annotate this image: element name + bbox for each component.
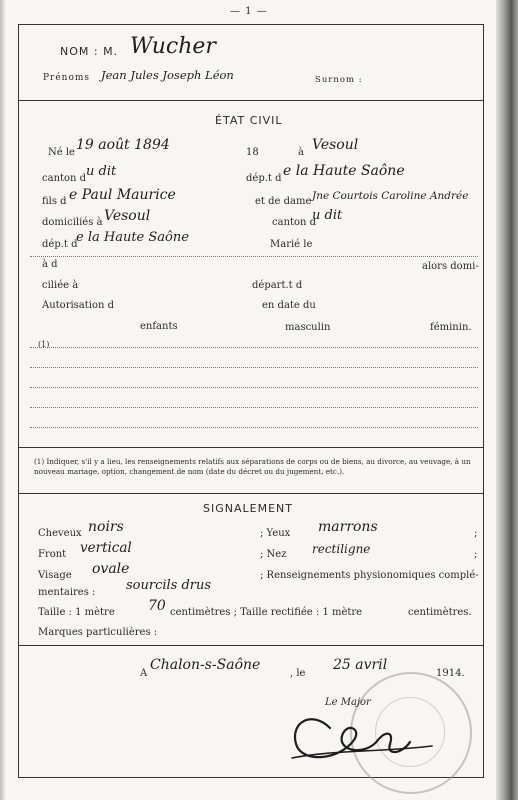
yeux-label: ; Yeux bbox=[260, 528, 291, 539]
canton-label: canton d bbox=[42, 173, 87, 184]
dotted-line bbox=[30, 367, 478, 368]
cheveux-value: noirs bbox=[88, 519, 124, 535]
right-scan-edge bbox=[496, 0, 518, 800]
surnom-label: Surnom : bbox=[315, 75, 363, 85]
prenoms-value: Jean Jules Joseph Léon bbox=[101, 68, 234, 82]
year-prefix: 18 bbox=[246, 147, 259, 158]
front-value: vertical bbox=[80, 540, 132, 556]
dept-label: dép.t d bbox=[246, 173, 282, 184]
prenoms-label: Prénoms bbox=[43, 73, 91, 83]
ciliee-label: ciliée à bbox=[42, 280, 79, 291]
taille-label: Taille : 1 mètre bbox=[38, 607, 115, 618]
section-divider bbox=[18, 493, 483, 494]
page-number: — 1 — bbox=[230, 6, 268, 17]
endatedu-label: en date du bbox=[262, 300, 316, 311]
ne-value: 19 août 1894 bbox=[76, 137, 170, 153]
dotted-line bbox=[30, 256, 478, 257]
birthplace-value: Vesoul bbox=[312, 137, 359, 153]
visage-value: ovale bbox=[92, 561, 130, 577]
dotted-line bbox=[30, 387, 478, 388]
footer-a-label: A bbox=[140, 668, 148, 679]
canton-value: u dit bbox=[86, 164, 117, 179]
footer-le-label: , le bbox=[290, 668, 306, 679]
marques-label: Marques particulières : bbox=[38, 627, 158, 638]
masculin-label: masculin bbox=[285, 322, 331, 333]
nom-value: Wucher bbox=[130, 34, 216, 59]
a-label: à bbox=[298, 147, 304, 158]
note-marker: (1) bbox=[38, 340, 50, 349]
dept2-value: e la Haute Saône bbox=[76, 230, 189, 245]
enfants-label: enfants bbox=[140, 321, 178, 332]
date-value: 25 avril bbox=[333, 657, 388, 673]
place-value: Chalon-s-Saône bbox=[150, 657, 261, 673]
dotted-line bbox=[30, 407, 478, 408]
centimetres2-label: centimètres. bbox=[408, 607, 472, 618]
autorisation-label: Autorisation d bbox=[42, 300, 115, 311]
renseignements-label: ; Renseignements physionomiques complé- bbox=[260, 570, 479, 581]
signalement-title: SIGNALEMENT bbox=[203, 502, 293, 515]
nez-value: rectiligne bbox=[312, 542, 371, 556]
semicolon: ; bbox=[474, 549, 478, 560]
centimetres-label: centimètres ; Taille rectifiée : 1 mètre bbox=[170, 607, 363, 618]
mentaires-label: mentaires : bbox=[38, 587, 96, 598]
dotted-line bbox=[30, 347, 478, 348]
domicile-value: Vesoul bbox=[104, 208, 151, 224]
front-label: Front bbox=[38, 549, 67, 560]
canton2-value: u dit bbox=[312, 208, 343, 223]
section-divider bbox=[18, 100, 483, 101]
dept2-label: dép.t d bbox=[42, 239, 78, 250]
domicilies-label: domiciliés à bbox=[42, 217, 103, 228]
dept-value: e la Haute Saône bbox=[283, 163, 405, 179]
section-divider bbox=[18, 645, 483, 646]
cheveux-label: Cheveux bbox=[38, 528, 82, 539]
yeux-value: marrons bbox=[318, 519, 378, 535]
footnote: (1) Indiquer, s'il y a lieu, les renseignements relatifs aux séparations de corps ou de biens, au divorce, au veuvage, à un nouveau mariage, option, changement de nom (date du décret ou du jugement, etc.). bbox=[34, 457, 471, 476]
mother-value: Jne Courtois Caroline Andrée bbox=[312, 190, 469, 202]
alors-label: alors domi- bbox=[422, 261, 479, 272]
departd-label: départ.t d bbox=[252, 280, 303, 291]
major-signature bbox=[282, 700, 442, 770]
mentaires-value: sourcils drus bbox=[126, 578, 212, 593]
a-d-label: à d bbox=[42, 259, 58, 270]
footnote-divider bbox=[18, 447, 483, 448]
footer-year: 1914. bbox=[436, 668, 465, 679]
feminin-label: féminin. bbox=[430, 322, 472, 333]
mother-label: et de dame bbox=[255, 196, 312, 207]
semicolon: ; bbox=[474, 528, 478, 539]
canton2-label: canton d bbox=[272, 217, 317, 228]
dotted-line bbox=[30, 427, 478, 428]
father-value: e Paul Maurice bbox=[69, 187, 176, 203]
ne-label: Né le bbox=[48, 147, 75, 158]
taille-value: 70 bbox=[148, 598, 166, 614]
etat-civil-title: ÉTAT CIVIL bbox=[215, 114, 283, 127]
nom-label: NOM : M. bbox=[60, 45, 119, 58]
nez-label: ; Nez bbox=[260, 549, 287, 560]
left-paper-edge bbox=[0, 0, 6, 800]
visage-label: Visage bbox=[38, 570, 72, 581]
major-label: Le Major bbox=[325, 697, 371, 708]
marie-label: Marié le bbox=[270, 239, 313, 250]
fils-label: fils d bbox=[42, 196, 67, 207]
